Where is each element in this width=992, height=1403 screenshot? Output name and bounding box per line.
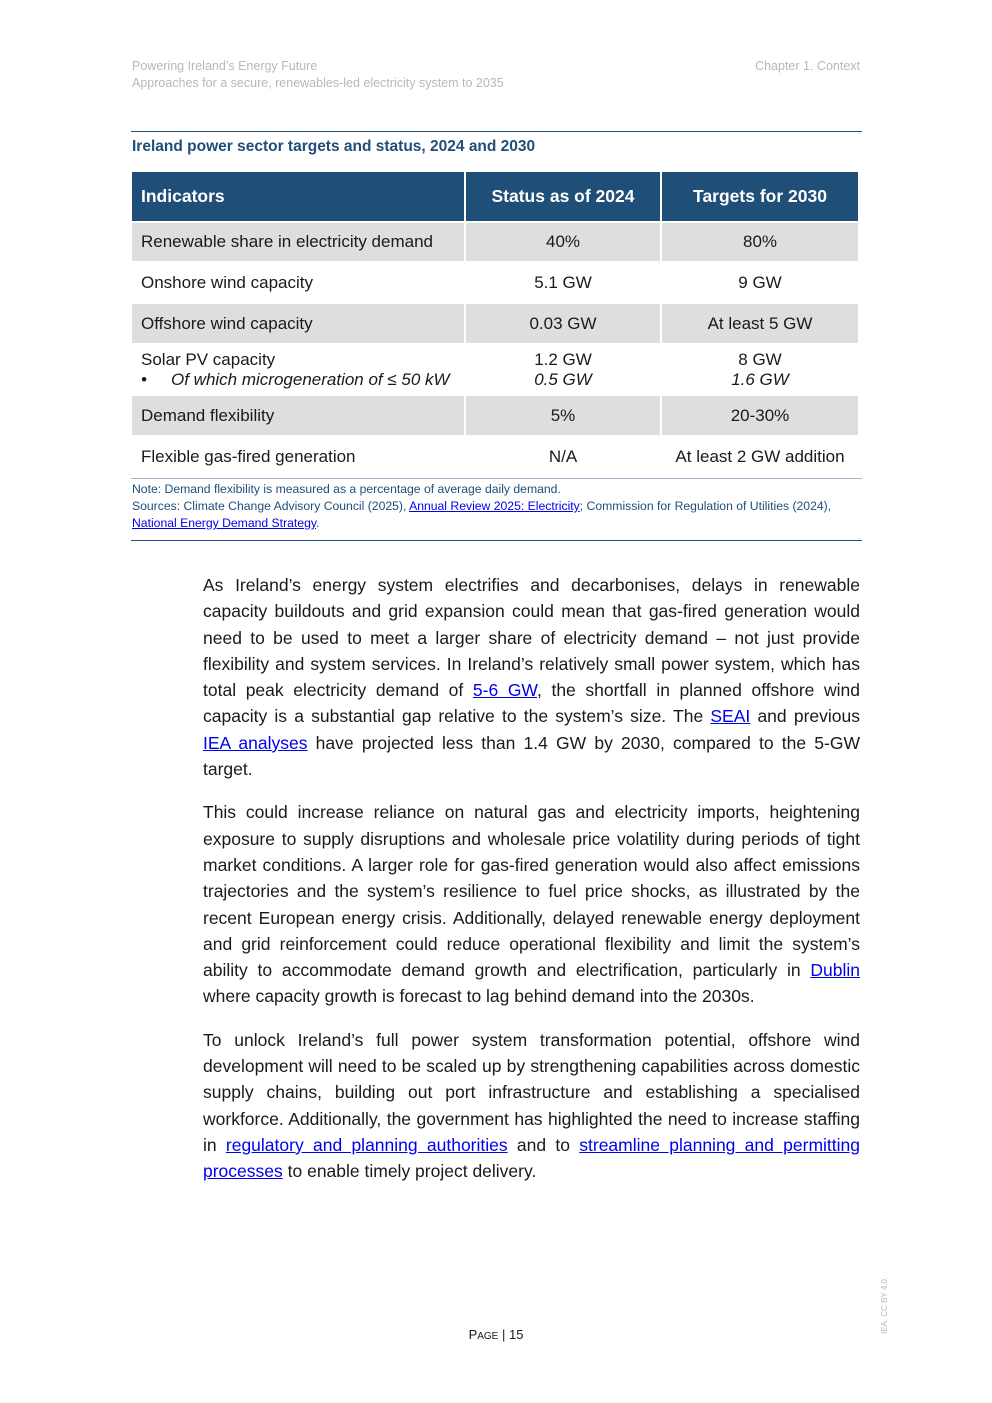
target-cell xyxy=(662,343,858,394)
table-title: Ireland power sector targets and status, 2024 and 2030 xyxy=(132,138,536,155)
indicator-cell: Demand flexibility xyxy=(132,394,466,435)
page-label-initial: P xyxy=(468,1327,478,1342)
paragraph-text: where capacity growth is forecast to lag behind demand into the 2030s. xyxy=(203,986,755,1007)
table-row xyxy=(132,221,858,261)
target-value: 8 GW xyxy=(738,349,782,369)
page-separator: | xyxy=(498,1327,509,1342)
sub-status-value: 0.5 GW xyxy=(534,369,592,389)
bullet-icon: • xyxy=(141,369,147,389)
table-bottom-rule xyxy=(131,478,862,479)
running-header xyxy=(132,58,504,92)
sources-text: ; Commission for Regulation of Utilities (2024), xyxy=(579,499,832,513)
indicator-cell: Flexible gas-fired generation xyxy=(132,435,466,476)
page-number-value: 15 xyxy=(508,1327,524,1342)
indicator-cell: Offshore wind capacity xyxy=(132,302,466,343)
target-cell: 20-30% xyxy=(662,394,858,435)
license-notice xyxy=(880,1270,894,1334)
link-dublin[interactable]: Dublin xyxy=(810,960,860,981)
paragraph-text: This could increase reliance on natural gas and electricity imports, heightening exposure to supply disruptions and wholesale price volatility during periods of tight market conditions. A larger role for gas-fired generation would also affect emissions trajectories and the system’s resilience to fuel price shocks, as illustrated by the recent European energy crisis. Additionally, delayed renewable energy deployment and grid reinforcement could reduce operational flexibility and limit the system’s ability to accommodate demand growth and electrification, particularly in xyxy=(203,802,860,981)
table-row xyxy=(132,343,858,394)
link-peak-demand[interactable]: 5-6 GW xyxy=(472,680,537,701)
paragraph-text: have projected less than 1.4 GW by 2030, compared to the 5-GW target. xyxy=(203,732,860,780)
status-cell: 40% xyxy=(466,221,662,261)
target-cell: At least 5 GW xyxy=(662,302,858,343)
sub-indicator-label: Of which microgeneration of ≤ 50 kW xyxy=(171,369,450,389)
paragraph-text: and previous xyxy=(750,706,860,727)
license-text: IEA. CC BY 4.0. xyxy=(880,1276,889,1334)
table-row xyxy=(132,394,858,435)
link-regulatory-authorities[interactable]: regulatory and planning authorities xyxy=(225,1134,508,1155)
indicators-table xyxy=(132,172,858,476)
status-cell xyxy=(466,343,662,394)
status-cell: 5% xyxy=(466,394,662,435)
indicator-cell: Onshore wind capacity xyxy=(132,261,466,302)
indicator-label: Solar PV capacity xyxy=(141,349,276,369)
table-note: Note: Demand flexibility is measured as a percentage of average daily demand. xyxy=(132,482,561,496)
source-link-annual-review[interactable]: Annual Review 2025: Electricity xyxy=(409,499,580,513)
indicator-cell xyxy=(132,343,466,394)
paragraph-text: and to xyxy=(507,1134,580,1155)
sub-target-value: 1.6 GW xyxy=(731,369,789,389)
sources-text: . xyxy=(316,516,320,530)
status-cell: 0.03 GW xyxy=(466,302,662,343)
indicator-cell: Renewable share in electricity demand xyxy=(132,221,466,261)
source-link-demand-strategy[interactable]: National Energy Demand Strategy xyxy=(132,516,317,530)
target-cell: At least 2 GW addition xyxy=(662,435,858,476)
table-sources xyxy=(132,498,858,532)
paragraph-text: As Ireland’s energy system electrifies and decarbonises, delays in renewable capacity buildouts and grid expansion could mean that gas-fired generation would need to be used to meet a larger share of electricity demand – not just provide flexibility and system services. In Ireland’s relatively small power system, which has total peak electricity demand of xyxy=(203,575,860,701)
target-cell: 80% xyxy=(662,221,858,261)
table-row xyxy=(132,302,858,343)
status-cell: 5.1 GW xyxy=(466,261,662,302)
target-cell: 9 GW xyxy=(662,261,858,302)
paragraph xyxy=(203,1027,860,1185)
sub-indicator xyxy=(141,370,464,390)
paragraph-text: to enable timely project delivery. xyxy=(282,1161,537,1182)
table-notes xyxy=(132,481,858,532)
table-row xyxy=(132,435,858,476)
paragraph xyxy=(203,799,860,1009)
page-label xyxy=(469,1327,499,1342)
status-cell: N/A xyxy=(466,435,662,476)
sources-text: Sources: Climate Change Advisory Council (2025), xyxy=(132,499,410,513)
link-streamline-planning[interactable]: streamline planning and permitting processes xyxy=(203,1134,860,1182)
link-seai[interactable]: SEAI xyxy=(710,706,751,727)
page-label-rest: AGE xyxy=(477,1331,499,1342)
table-header-row xyxy=(132,172,858,221)
table-top-rule xyxy=(131,131,862,132)
paragraph-text: To unlock Ireland’s full power system transformation potential, offshore wind development will need to be scaled up by strengthening capabilities across domestic supply chains, building out port infrastructure and establishing a specialised workforce. Additionally, the government has highlighted the need to increase staffing in xyxy=(203,1029,860,1155)
link-iea-analyses[interactable]: IEA analyses xyxy=(203,732,308,753)
paragraph-text: , the shortfall in planned offshore wind capacity is a substantial gap relative to the system’s size. The xyxy=(203,680,860,727)
status-value: 1.2 GW xyxy=(534,349,592,369)
column-header-targets-2030: Targets for 2030 xyxy=(662,172,858,221)
report-subtitle: Approaches for a secure, renewables-led electricity system to 2035 xyxy=(132,76,504,90)
column-header-status-2024: Status as of 2024 xyxy=(466,172,662,221)
paragraph xyxy=(203,572,860,782)
column-header-indicators: Indicators xyxy=(132,172,466,221)
chapter-label: Chapter 1. Context xyxy=(755,59,860,73)
page-number xyxy=(0,1327,992,1342)
notes-bottom-rule xyxy=(131,540,862,541)
report-title: Powering Ireland’s Energy Future xyxy=(132,59,318,73)
body-text xyxy=(203,572,860,1202)
table-row xyxy=(132,261,858,302)
